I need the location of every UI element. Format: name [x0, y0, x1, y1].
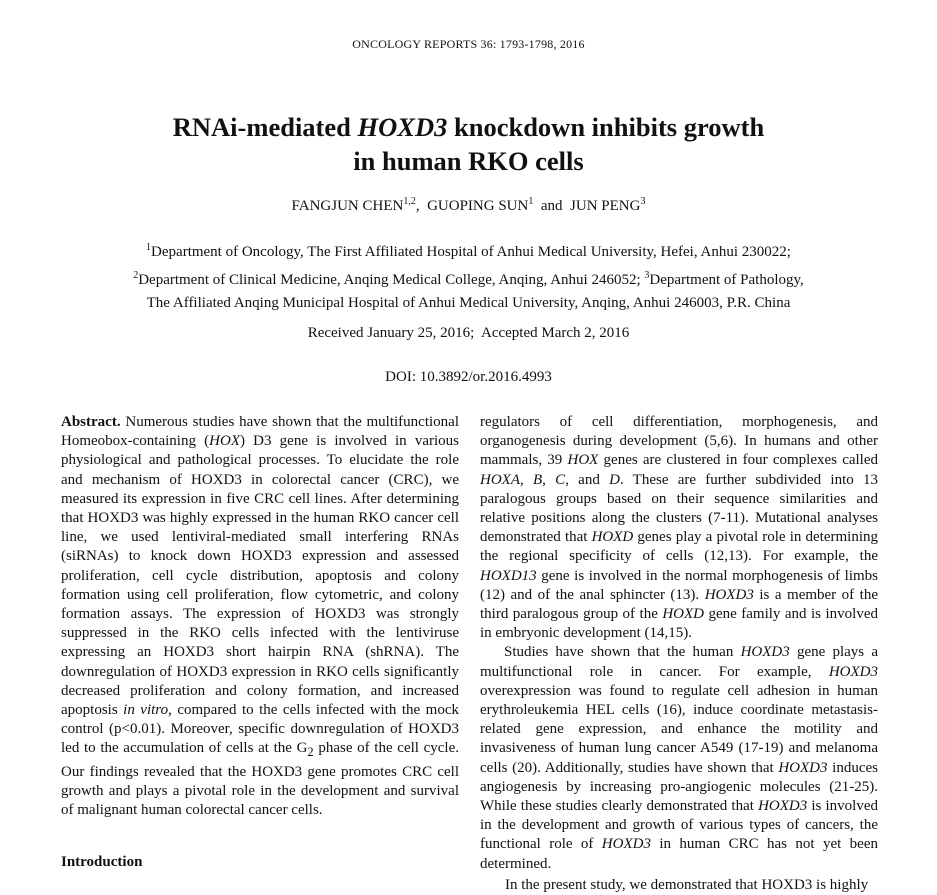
italic: D — [609, 471, 620, 488]
abstract-text: Numerous studies have shown that the multifunctional Homeobox-containing ( — [61, 414, 459, 450]
affiliation-3-cont: The Affiliated Anqing Municipal Hospital of Anhui Medical University, Anqing, Anhui 246003, P.R. China — [146, 295, 791, 311]
received-accepted-dates: Received January 25, 2016; Accepted March 2, 2016 — [307, 325, 630, 341]
doi-line: DOI: 10.3892/or.2016.4993 — [385, 369, 552, 385]
right-column — [480, 413, 878, 874]
italic: HOXD3 — [704, 586, 754, 603]
author-list — [0, 196, 937, 215]
text: in human CRC has not yet been determined. — [480, 836, 878, 872]
text: is a member of the third paralogous group of the — [480, 586, 878, 623]
abstract-label: Abstract. — [61, 414, 121, 430]
title-line2: in human RKO cells — [353, 146, 584, 176]
italic: HOXD13 — [480, 567, 537, 584]
italic: HOXD3 — [828, 663, 878, 680]
affiliation-1: Department of Oncology, The First Affiliated Hospital of Anhui Medical University, Hefei, Anhui 230022; — [151, 244, 791, 260]
abstract-paragraph — [61, 413, 459, 820]
affiliation-2: Department of Clinical Medicine, Anqing Medical College, Anqing, Anhui 246052; — [138, 272, 645, 288]
author-affil-sup: 1 — [528, 196, 534, 207]
introduction-heading: Introduction — [61, 854, 143, 870]
abstract-text: , compared to the cells infected with the mock control (p<0.01). Moreover, specific downregulation of HOXD3 led to the accumulation of cells at the G — [61, 702, 459, 757]
italic: HOXD — [591, 529, 634, 546]
text: regulators of cell differentiation, morphogenesis, and organogenesis during development (5,6). In humans and other mammals, 39 — [480, 414, 878, 469]
affil-sup: 2 — [133, 270, 139, 281]
text: gene is involved in the normal morphogenesis of limbs (12) and of the anal sphincter (13). — [480, 567, 878, 603]
text: , — [542, 471, 556, 488]
italic: HOXA — [480, 471, 520, 488]
text: induces angiogenesis by increasing pro-angiogenic molecules (21-25). While these studies clearly demonstrated that — [480, 759, 878, 815]
italic: HOXD3 — [758, 798, 808, 815]
author-separator: and — [533, 198, 571, 214]
text: genes play a pivotal role in determining the regional specificity of cells (12,13). For example, the — [480, 529, 879, 565]
intro-paragraph-2 — [480, 643, 878, 873]
affiliation-3: Department of Pathology, — [649, 272, 804, 288]
abstract-text: ) D3 gene is involved in various physiological and pathological processes. To elucidate the role and mechanism of HOXD3 in colorectal cancer (CRC), we measured its expression in five CRC cell lines. After determining that HOXD3 was highly expressed in the human RKO cancer cell line, we used lentiviral-mediated small interfering RNAs (siRNAs) to knock down HOXD3 expression and assessed proliferation, cell cycle distribution, apoptosis and colony formation using cell proliferation, flow cytometric, and colony formation assays. The expression of HOXD3 was strongly suppressed in the RKO cells infected with the lentiviruse expressing an HOXD3 short hairpin RNA (shRNA). The downregulation of HOXD3 expression in RKO cells significantly decreased proliferation and colony formation, and increased apoptosis — [61, 433, 460, 719]
text: gene family and is involved in embryonic development (14,15). — [480, 606, 878, 642]
author-affil-sup: 3 — [640, 196, 646, 207]
author-separator: , — [415, 198, 428, 214]
author-name: JUN PENG — [570, 198, 641, 214]
italic: HOX — [567, 452, 599, 469]
abstract-italic: in vitro — [123, 702, 169, 719]
affiliations — [0, 236, 937, 315]
title-gene: HOXD3 — [357, 112, 448, 142]
text: genes are clustered in four complexes called — [598, 452, 879, 469]
text: , — [520, 471, 533, 488]
text: overexpression was found to regulate cell adhesion in human erythroleukemia HEL cells (16), induce coordinate metastasis-related gene expression, and enhance the motility and invasiveness of human lung cancer A549 (17-19) and melanoma cells (20). Additionally, studies have shown that — [480, 682, 878, 776]
journal-header: ONCOLOGY REPORTS 36: 1793-1798, 2016 — [352, 37, 585, 51]
text: , and — [565, 471, 610, 488]
text: is involved in the development and growth of various types of cancers, the functional role of — [480, 798, 879, 853]
paper-title — [0, 110, 937, 178]
author-name: FANGJUN CHEN — [291, 198, 404, 214]
author-affil-sup: 1,2 — [403, 196, 416, 207]
abstract-text: phase of the cell cycle. Our findings revealed that the HOXD3 gene promotes CRC cell growth and plays a pivotal role in the development and survival of malignant human colorectal cancer cells. — [61, 740, 459, 819]
italic: HOXD3 — [601, 836, 651, 853]
cutoff-line: In the present study, we demonstrated that HOXD3 is highly — [505, 877, 869, 893]
italic: HOXD3 — [740, 644, 790, 661]
author-name: GUOPING SUN — [427, 198, 529, 214]
left-column — [61, 413, 459, 820]
title-part2: knockdown inhibits growth — [447, 112, 765, 142]
affil-sup: 1 — [146, 242, 152, 253]
text: gene plays a multifunctional role in cancer. For example, — [480, 644, 878, 680]
text: Studies have shown that the human — [504, 644, 741, 661]
italic: HOXD3 — [778, 759, 828, 776]
abstract-italic: HOX — [209, 433, 240, 450]
affil-sup: 3 — [644, 270, 650, 281]
italic: HOXD — [662, 606, 704, 623]
title-part1: RNAi-mediated — [172, 112, 358, 142]
italic: B — [533, 471, 543, 488]
italic: C — [555, 471, 566, 488]
text: . These are further subdivided into 13 paralogous groups based on their sequence similarities and relative positions along the clusters (7-11). Mutational analyses demonstrated that — [480, 471, 878, 546]
abstract-subscript: 2 — [307, 745, 314, 760]
intro-paragraph-1 — [480, 413, 878, 643]
